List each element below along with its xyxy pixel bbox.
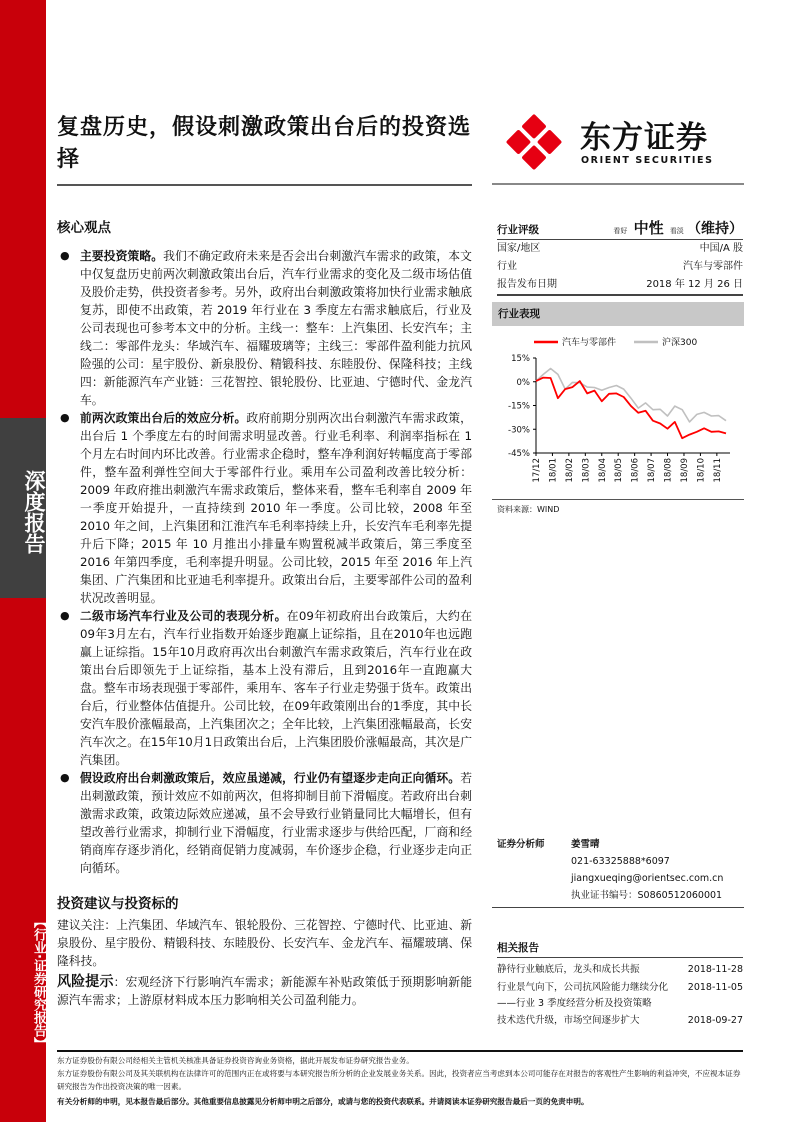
- x-tick-label: 18/10: [696, 458, 707, 483]
- logo-mark-icon: [506, 114, 562, 170]
- core-bullet: [57, 607, 472, 769]
- bullet-icon: ●: [60, 411, 70, 424]
- info-value: 中国/A 股: [699, 243, 743, 254]
- x-tick-label: 18/07: [647, 458, 658, 483]
- info-row: [497, 276, 743, 294]
- info-row: [497, 240, 743, 258]
- related-subtitle: ——行业 3 季度经营分析及投资策略: [497, 998, 652, 1009]
- page-title: 复盘历史，假设刺激政策出台后的投资选择: [57, 115, 472, 172]
- bullet-body: 政府前期分别两次出台刺激汽车需求政策，出台后 1 个季度左右的时间需求明显改善。行业毛利率、利润率指标在 1 个月左右时间内环比改善。行业需求企稳时，整车净利润好转幅度高于零部件，整车盈利弹性空间大于零部件行业。乘用车公司盈利改善比较分析：2009 年政府推出刺激汽车需求政策后，整体来看，整车毛利率自 2009 年一季度开始提升，一直持续到 2010 年一季度。公司比较，2008 年至 2010 年之间，上汽集团和江淮汽车毛利率持续上升，长安汽车毛利率先提升后下降；2015 年 10 月推出小排量车购置税减半政策后，第三季度至 2016 年第四季度，毛利率提升明显。公司比较，2015 年至 2016 年上汽集团、广汽集团和比亚迪毛利率提升。政策出台后，主要零部件公司的盈利状况改善明显。: [80, 411, 472, 605]
- analyst-license: 执业证书编号：S0860512060001: [571, 890, 723, 901]
- y-tick-label: -30%: [508, 425, 530, 436]
- x-tick-label: 17/12: [532, 458, 542, 483]
- related-date: 2018-11-28: [687, 964, 743, 975]
- x-tick-label: 18/03: [581, 458, 592, 483]
- logo-text-cn: 东方证券: [580, 120, 708, 156]
- bullet-head: 主要投资策略。: [80, 249, 164, 263]
- core-bullet: [57, 409, 472, 607]
- left-column: [57, 219, 472, 1009]
- rating-bull: 看好: [613, 227, 628, 235]
- x-tick-label: 18/04: [597, 458, 608, 483]
- risk-block: [57, 973, 472, 1009]
- related-item[interactable]: [497, 979, 743, 997]
- x-tick-label: 18/06: [630, 458, 641, 483]
- rating-label: 行业评级: [497, 224, 539, 236]
- divider: [57, 184, 472, 186]
- y-tick-label: -45%: [508, 449, 530, 459]
- chart-source: 资料来源：WIND: [497, 505, 560, 514]
- info-value: 2018 年 12 月 26 日: [646, 279, 743, 290]
- logo-text-en: ORIENT SECURITIES: [581, 155, 714, 166]
- info-key: 国家/地区: [497, 243, 541, 254]
- x-tick-label: 18/02: [564, 458, 575, 483]
- invest-body: 建议关注：上汽集团、华域汽车、银轮股份、三花智控、宁德时代、比亚迪、新泉股份、星宇股份、精锻科技、东睦股份、长安汽车、金龙汽车、福耀玻璃、保隆科技。: [57, 918, 472, 968]
- x-tick-label: 18/01: [548, 458, 559, 483]
- company-logo: [506, 112, 746, 172]
- y-tick-label: 0%: [516, 377, 530, 388]
- y-tick-label: -15%: [508, 401, 530, 412]
- x-tick-label: 18/11: [712, 458, 723, 483]
- info-value: 汽车与零部件: [683, 261, 743, 272]
- legend-label: 沪深300: [662, 338, 698, 348]
- analyst-label: 证券分析师: [497, 839, 545, 850]
- analyst-email[interactable]: jiangxueqing@orientsec.com.cn: [571, 873, 724, 884]
- bullet-head: 假设政府出台刺激政策后，效应虽递减，行业仍有望逐步走向正向循环。: [80, 771, 461, 785]
- rating-value: 中性: [633, 219, 664, 237]
- related-title[interactable]: 技术迭代升级，市场空间逐步扩大: [497, 1015, 640, 1026]
- footer-divider: [57, 1050, 743, 1052]
- related-reports: [497, 940, 743, 1029]
- core-bullet: [57, 247, 472, 409]
- category-label: 【行业·证券研究报告】: [31, 915, 46, 1050]
- series-line: [536, 369, 726, 422]
- divider: [492, 907, 744, 908]
- info-key: 报告发布日期: [497, 279, 557, 290]
- bullet-body: 若出刺激政策，预计效应不如前两次，但将抑制目前下滑幅度。若政府出台刺激需求政策，政策边际效应递减，虽不会导致行业销量同比大幅增长，但有望改善行业需求，抑制行业下滑幅度，行业需求逐步与供给匹配，厂商和经销商库存逐步消化，经销商促销力度减弱，车价逐步企稳，行业逐步走向正向循环。: [80, 771, 472, 875]
- bullet-icon: ●: [60, 249, 70, 262]
- performance-chart: [492, 330, 744, 500]
- risk-body: ：宏观经济下行影响汽车需求；新能源车补贴政策低于预期影响新能源汽车需求；上游原材料成本压力影响相关公司盈利能力。: [57, 975, 472, 1007]
- disclaimer: [57, 1054, 747, 1108]
- rating-block: [497, 217, 743, 296]
- x-tick-label: 18/08: [663, 458, 674, 483]
- analyst-block: [497, 836, 743, 904]
- related-title[interactable]: 行业景气向下，公司抗风险能力继续分化: [497, 982, 669, 993]
- disclaimer-bold: 有关分析师的申明，见本报告最后部分。其他重要信息披露见分析师申明之后部分，或请与您的投资代表联系。并请阅读本证券研究报告最后一页的免责申明。: [57, 1097, 589, 1106]
- bullet-body: 我们不确定政府未来是否会出台刺激汽车需求的政策，本文中仅复盘历史前两次刺激政策出台后，汽车行业需求的变化及二级市场估值及股价走势，供投资者参考。另外，政府出台刺激政策将加快行业需求触底复苏，即使不出政策，若 2019 年行业在 3 季度左右需求触底后，行业及公司表现也可参考本文中的分析。主线一：整车：上汽集团、长安汽车；主线二：零部件龙头：华域汽车、福耀玻璃等；主线三：零部件盈利能力抗风险强的公司：星宇股份、新泉股份、精锻科技、东睦股份、保隆科技；主线四：新能源汽车产业链：三花智控、银轮股份、比亚迪、宁德时代、金龙汽车。: [80, 249, 472, 407]
- related-heading: 相关报告: [497, 942, 539, 954]
- divider: [492, 183, 744, 185]
- related-date: 2018-09-27: [687, 1015, 743, 1026]
- related-date: 2018-11-05: [687, 982, 743, 993]
- core-bullet: [57, 769, 472, 877]
- rating-status: （维持）: [687, 221, 743, 237]
- x-tick-label: 18/09: [679, 458, 690, 483]
- related-item[interactable]: [497, 961, 743, 979]
- analyst-phone: 021-63325888*6097: [571, 856, 670, 867]
- info-row: [497, 258, 743, 276]
- invest-heading: 投资建议与投资标的: [57, 896, 179, 912]
- x-tick-label: 18/05: [614, 458, 625, 483]
- rating-bear: 看淡: [669, 227, 684, 235]
- doc-type-label: 深度报告: [22, 470, 46, 554]
- bullet-icon: ●: [60, 609, 70, 622]
- core-heading: 核心观点: [57, 220, 111, 236]
- bullet-head: 前两次政策出台后的效应分析。: [80, 411, 247, 425]
- bullet-body: 在09年初政府出台政策后，大约在09年3月左右，汽车行业指数开始逐步跑赢上证综指，且在2010年也远跑赢上证综指。15年10月政府再次出台刺激汽车需求政策后，汽车行业在政策出台后即领先于上证综指，基本上没有滞后，且到2016年一直跑赢大盘。整车市场表现强于零部件，乘用车、客车子行业走势强于货车。政策出台后，行业整体估值提升。公司比较，在09年政策刚出台的1季度，其中长安汽车股价涨幅最高，上汽集团次之；全年比较，上汽集团涨幅最高，长安汽车次之。在15年10月1日政策出台后，上汽集团股价涨幅最高，其次是广汽集团。: [80, 609, 472, 767]
- bullet-icon: ●: [60, 771, 70, 784]
- y-tick-label: 15%: [511, 354, 530, 364]
- risk-label: 风险提示: [57, 974, 114, 990]
- related-title[interactable]: 静待行业触底后，龙头和成长共振: [497, 964, 640, 975]
- divider: [492, 499, 744, 500]
- related-item[interactable]: [497, 1013, 743, 1029]
- disclaimer-line: 东方证券股份有限公司及其关联机构在法律许可的范围内正在或将要与本研究报告所分析的企业发展业务关系。因此，投资者应当考虑到本公司可能存在对报告的客观性产生影响的利益冲突，不应视本证券研究报告为作出投资决策的唯一因素。: [57, 1069, 741, 1091]
- info-key: 行业: [497, 261, 517, 272]
- bullet-head: 二级市场汽车行业及公司的表现分析。: [80, 609, 287, 623]
- analyst-name: 姜雪晴: [571, 839, 600, 850]
- disclaimer-line: 东方证券股份有限公司经相关主管机关核准具备证券投资咨询业务资格，据此开展发布证券研究报告业务。: [57, 1056, 414, 1065]
- performance-heading: 行业表现: [492, 302, 744, 326]
- legend-label: 汽车与零部件: [562, 338, 617, 348]
